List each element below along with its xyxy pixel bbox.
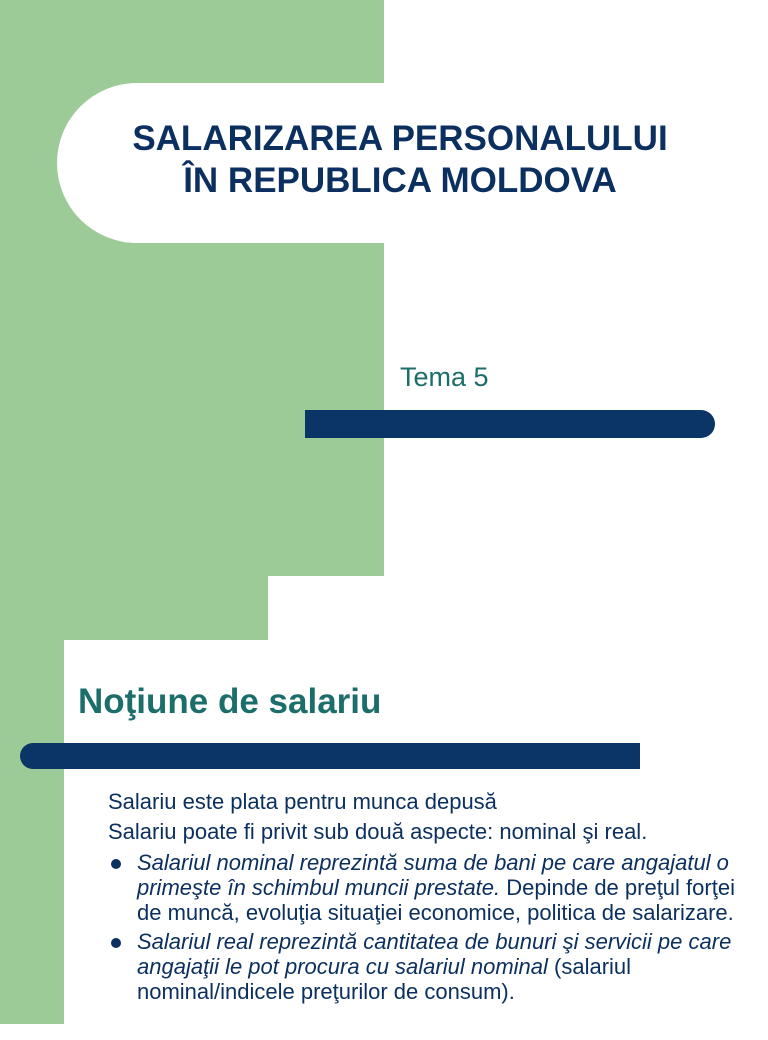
slide1-accent-bar <box>305 410 715 438</box>
bullet-2-italic: Salariul real reprezintă cantitatea de bunuri şi servicii pe care angajaţii le pot procura cu salariul nominal <box>137 929 732 979</box>
bullet-2-normal: (salariul nominal/indicele preţurilor de consum). <box>137 954 632 1004</box>
slide2-accent-bar <box>20 743 640 769</box>
slide1-title <box>70 118 730 202</box>
slide1-subtitle: Tema 5 <box>400 362 489 392</box>
slide2-bullet-2 <box>108 929 758 1004</box>
bullet-1-normal: Depinde de preţul forţei de muncă, evoluţia situaţiei economice, politica de salarizare. <box>137 875 735 925</box>
slide1-title-line1: SALARIZAREA PERSONALULUI <box>132 119 668 158</box>
slide2-paragraph-2: Salariu poate fi privit sub două aspecte: nominal şi real. <box>108 819 648 844</box>
slide2-bullet-list <box>108 850 758 1004</box>
slide2-body <box>108 789 758 1008</box>
bullet-dot-icon <box>111 859 121 869</box>
bullet-1-italic: Salariul nominal reprezintă suma de bani pe care angajatul o primeşte în schimbul muncii prestate. <box>137 850 729 900</box>
slide2-bullet-1 <box>108 850 758 925</box>
slide1-title-line2: ÎN REPUBLICA MOLDOVA <box>183 161 617 200</box>
bullet-dot-icon <box>111 938 121 948</box>
slide1-green-step <box>0 576 268 640</box>
slide2-paragraph-1: Salariu este plata pentru munca depusă <box>108 789 497 814</box>
slide2-title: Noţiune de salariu <box>78 682 382 721</box>
slide2-green-corner <box>0 640 64 1024</box>
